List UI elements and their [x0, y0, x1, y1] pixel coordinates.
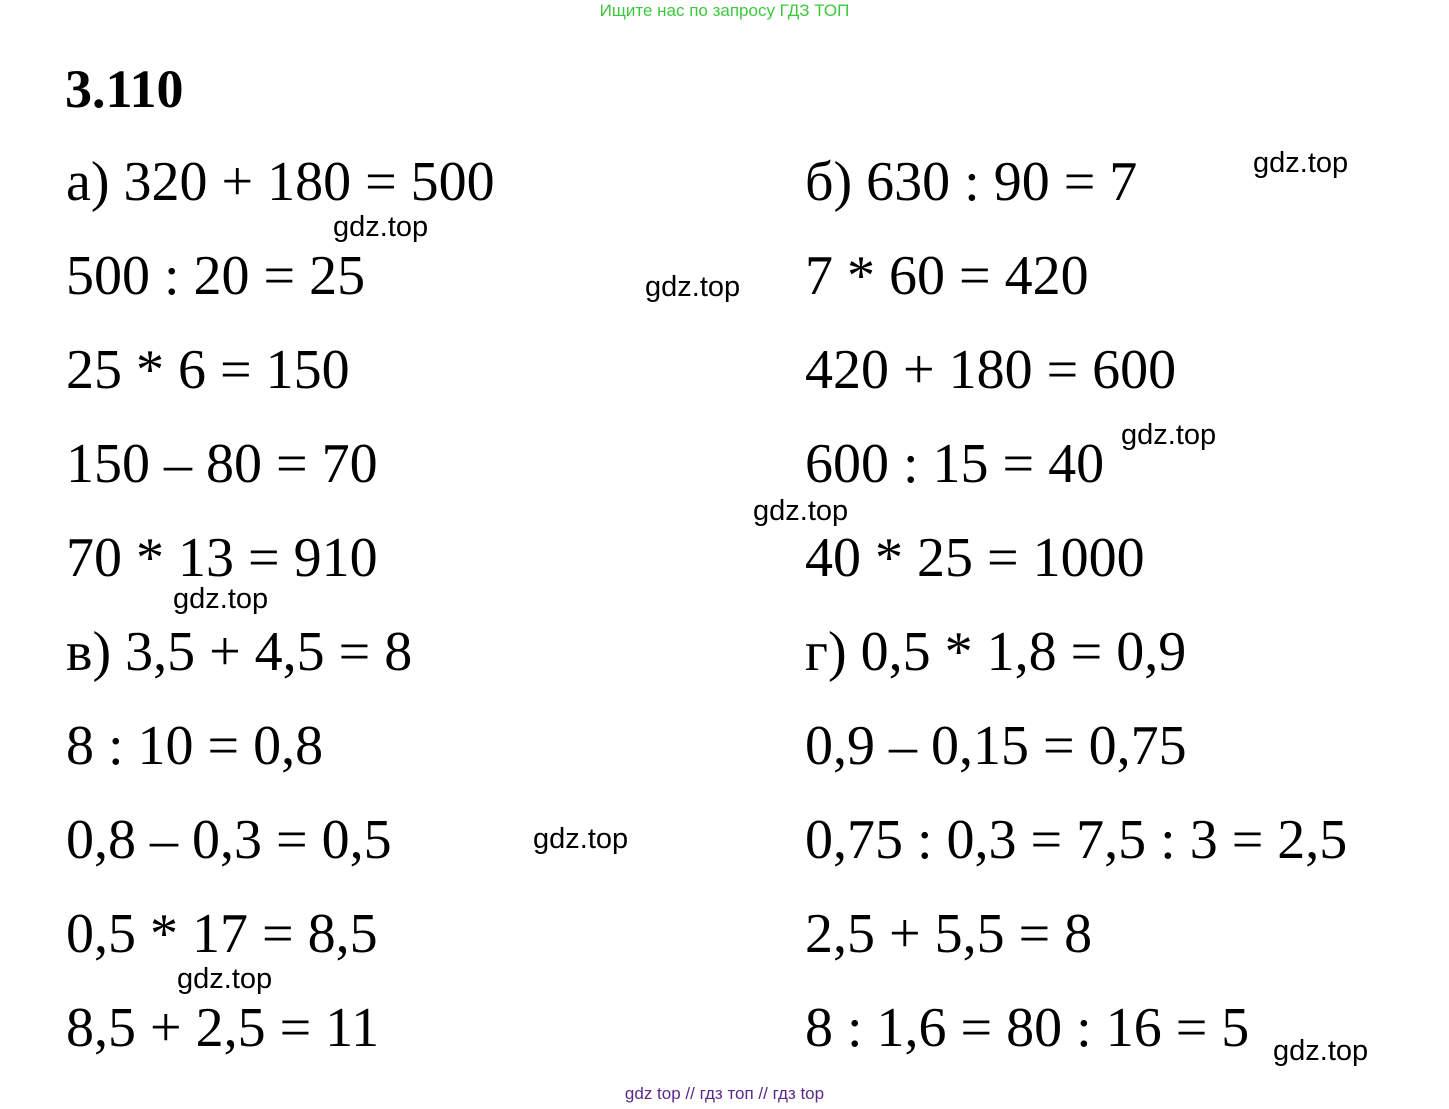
watermark: gdz.top: [753, 495, 849, 527]
watermark: gdz.top: [1253, 147, 1349, 179]
problem-number-title: 3.110: [65, 59, 184, 119]
equation-v-1: в) 3,5 + 4,5 = 8: [66, 621, 413, 683]
bottom-banner: gdz top // гдз топ // гдз top: [624, 1084, 825, 1103]
equation-g-4: 2,5 + 5,5 = 8: [805, 903, 1093, 965]
equation-a-4: 150 – 80 = 70: [66, 433, 378, 495]
equation-a-1: а) 320 + 180 = 500: [66, 151, 495, 213]
equation-b-1: б) 630 : 90 = 7: [805, 151, 1138, 213]
equation-g-3: 0,75 : 0,3 = 7,5 : 3 = 2,5: [805, 809, 1348, 871]
equation-g-2: 0,9 – 0,15 = 0,75: [805, 715, 1187, 777]
watermark: gdz.top: [645, 271, 741, 303]
equation-v-4: 0,5 * 17 = 8,5: [66, 903, 378, 965]
watermark: gdz.top: [333, 211, 429, 243]
equation-v-5: 8,5 + 2,5 = 11: [66, 997, 380, 1059]
equation-v-2: 8 : 10 = 0,8: [66, 715, 324, 777]
equation-v-3: 0,8 – 0,3 = 0,5: [66, 809, 392, 871]
watermark: gdz.top: [533, 823, 629, 855]
equation-g-1: г) 0,5 * 1,8 = 0,9: [805, 621, 1187, 683]
equation-a-2: 500 : 20 = 25: [66, 245, 366, 307]
equation-a-5: 70 * 13 = 910: [66, 527, 378, 589]
equation-b-2: 7 * 60 = 420: [805, 245, 1089, 307]
watermark: gdz.top: [1121, 419, 1217, 451]
equation-b-4: 600 : 15 = 40: [805, 433, 1105, 495]
equation-b-5: 40 * 25 = 1000: [805, 527, 1145, 589]
watermark: gdz.top: [173, 583, 269, 615]
equation-b-3: 420 + 180 = 600: [805, 339, 1177, 401]
top-banner: Ищите нас по запросу ГДЗ ТОП: [599, 1, 850, 20]
watermark: gdz.top: [1273, 1035, 1369, 1067]
equation-g-5: 8 : 1,6 = 80 : 16 = 5: [805, 997, 1250, 1059]
watermark: gdz.top: [177, 963, 273, 995]
equation-a-3: 25 * 6 = 150: [66, 339, 350, 401]
